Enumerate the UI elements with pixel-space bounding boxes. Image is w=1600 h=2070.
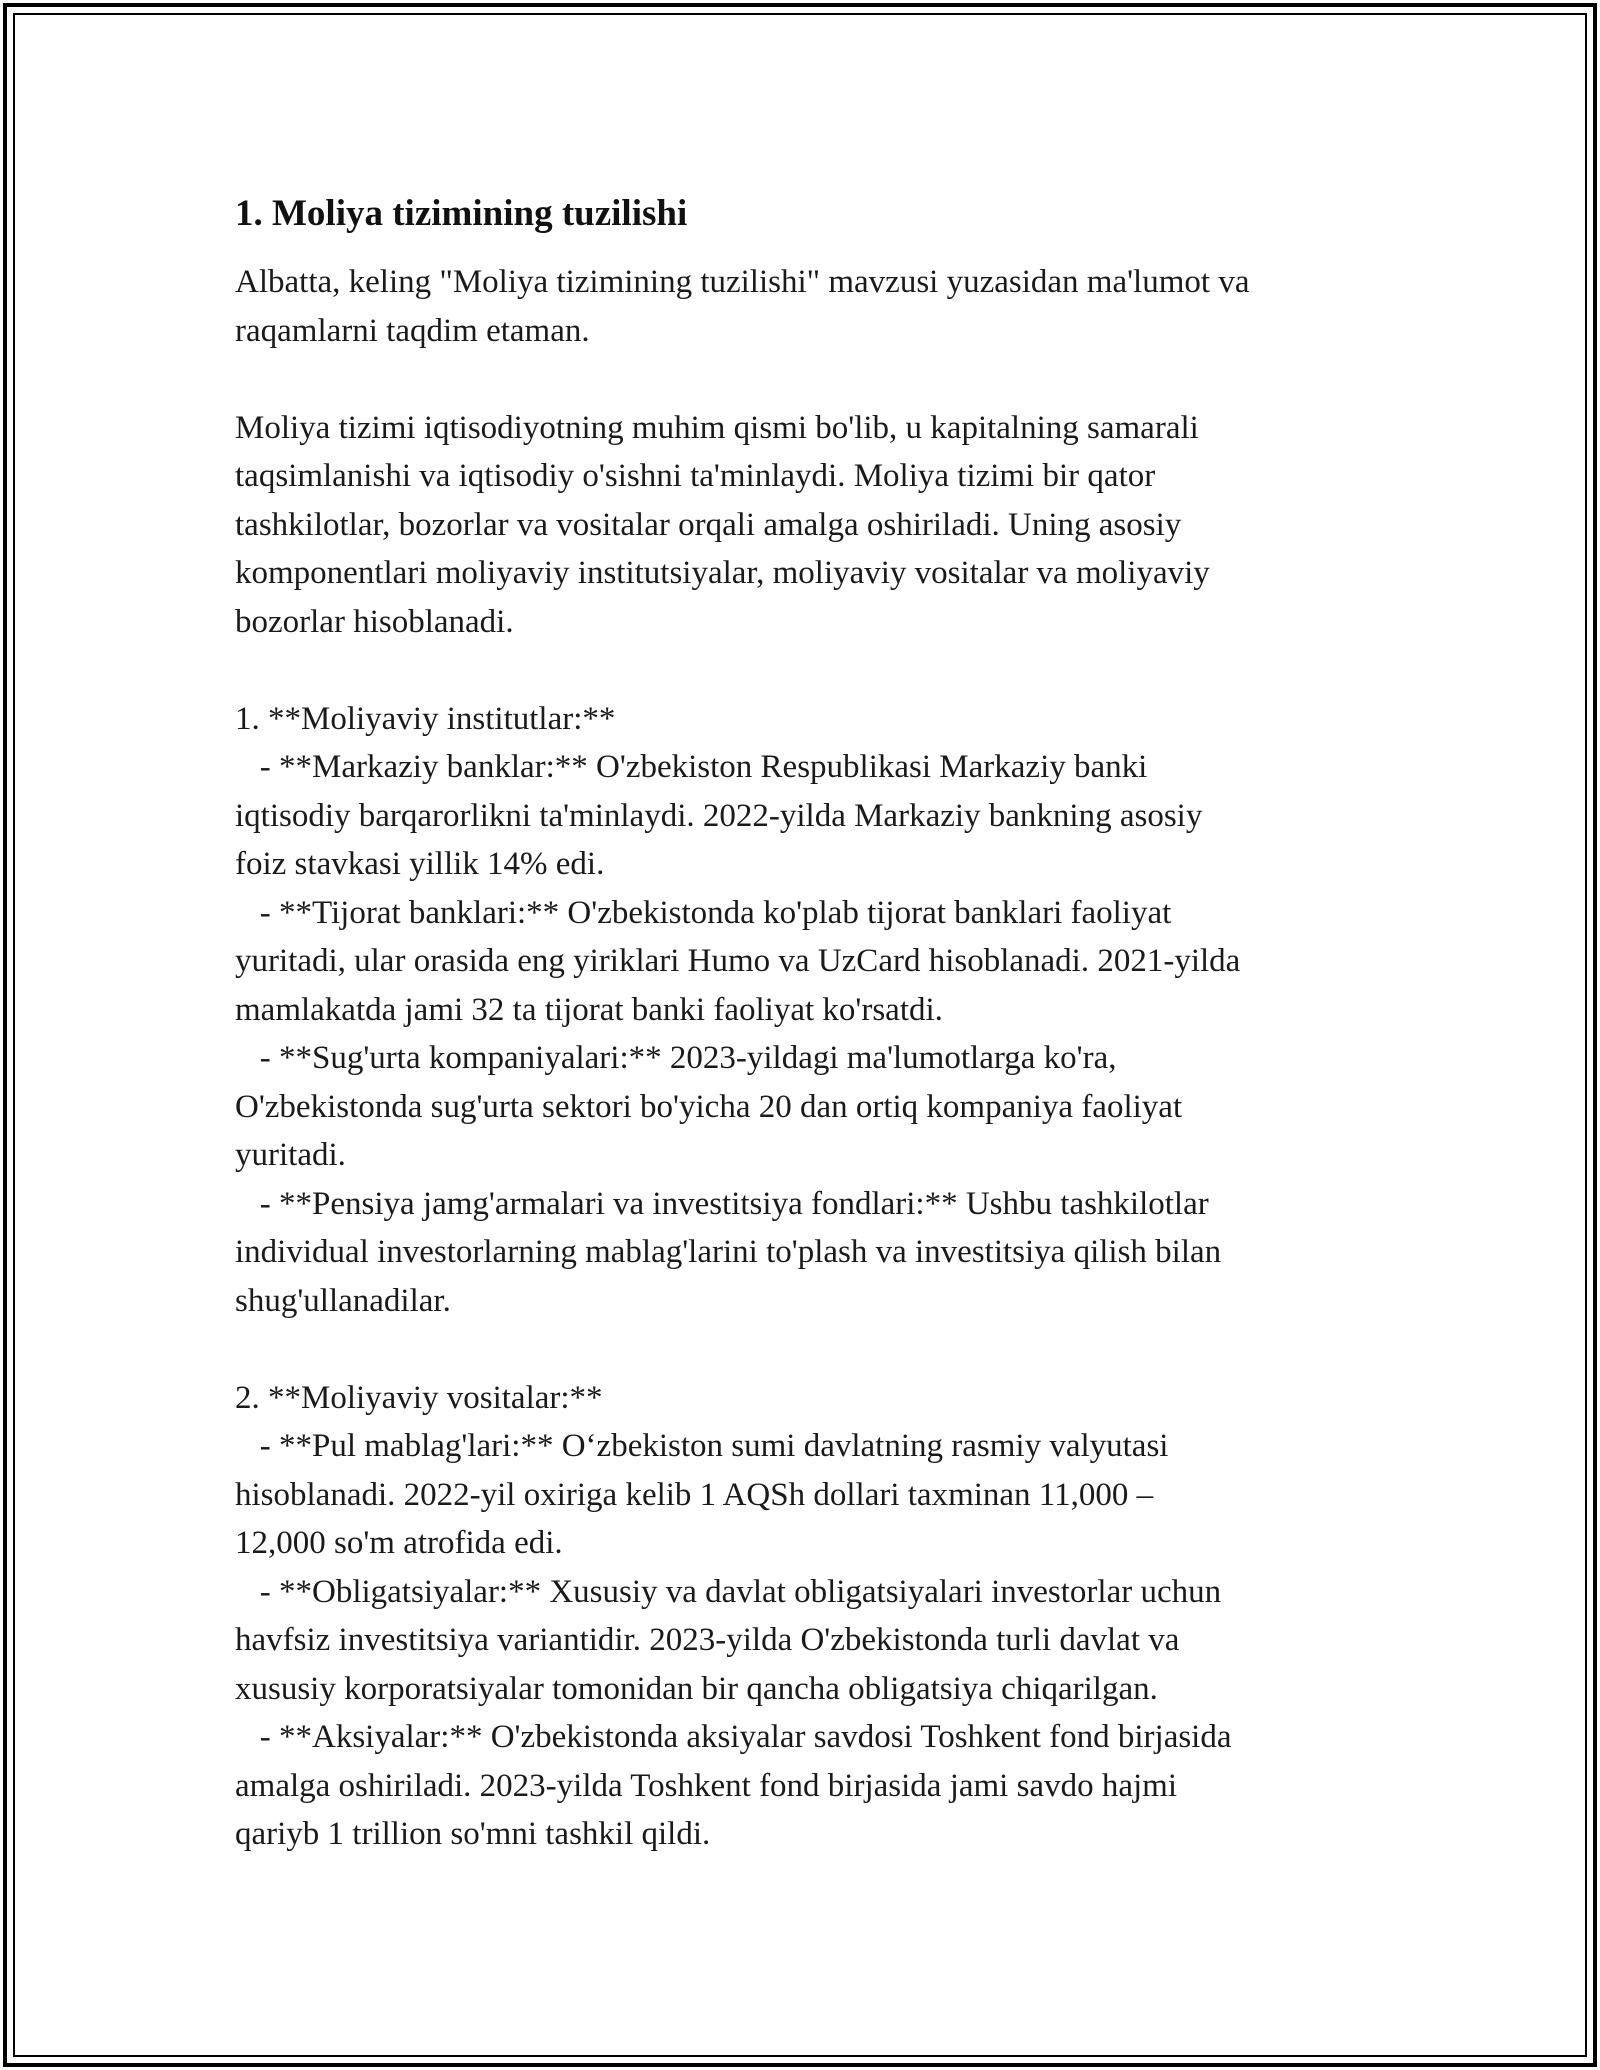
text-line: - **Tijorat banklari:** O'zbekistonda ko'plab tijorat banklari faoliyat: [235, 894, 1172, 931]
text-line: - **Obligatsiyalar:** Xususiy va davlat obligatsiyalari investorlar uchun: [235, 1573, 1222, 1610]
text-line: - **Aksiyalar:** O'zbekistonda aksiyalar savdosi Toshkent fond birjasida: [235, 1719, 1232, 1755]
blank-line: [235, 646, 1395, 695]
text-line: individual investorlarning mablag'larini to'plash va investitsiya qilish bilan: [235, 1234, 1222, 1270]
blank-line: [235, 355, 1395, 404]
text-line: yuritadi, ular orasida eng yiriklari Humo va UzCard hisoblanadi. 2021-yilda: [235, 943, 1241, 979]
text-line: 1. **Moliyaviy institutlar:**: [235, 700, 616, 737]
text-line: tashkilotlar, bozorlar va vositalar orqali amalga oshiriladi. Uning asosiy: [235, 506, 1182, 543]
text-line: - **Pul mablag'lari:** O‘zbekiston sumi davlatning rasmiy valyutasi: [235, 1428, 1169, 1464]
text-line: taqsimlanishi va iqtisodiy o'sishni ta'minlaydi. Moliya tizimi bir qator: [235, 458, 1156, 494]
text-line: shug'ullanadilar.: [235, 1282, 451, 1319]
blank-line: [235, 1325, 1395, 1374]
text-line: - **Pensiya jamg'armalari va investitsiya fondlari:** Ushbu tashkilotlar: [235, 1185, 1209, 1222]
document-body: [235, 188, 1395, 1859]
text-line: komponentlari moliyaviy institutsiyalar, moliyaviy vositalar va moliyaviy: [235, 555, 1210, 591]
text-line: qariyb 1 trillion so'mni tashkil qildi.: [235, 1816, 711, 1852]
text-line: - **Markaziy banklar:** O'zbekiston Respublikasi Markaziy banki: [235, 749, 1148, 785]
text-line: 12,000 so'm atrofida edi.: [235, 1525, 563, 1561]
text-line: Moliya tizimi iqtisodiyotning muhim qismi bo'lib, u kapitalning samarali: [235, 409, 1199, 446]
text-line: O'zbekistonda sug'urta sektori bo'yicha 20 dan ortiq kompaniya faoliyat: [235, 1088, 1183, 1125]
text-line: Albatta, keling "Moliya tizimining tuzilishi" mavzusi yuzasidan ma'lumot va: [235, 264, 1250, 300]
text-line: mamlakatda jami 32 ta tijorat banki faoliyat ko'rsatdi.: [235, 991, 943, 1028]
text-line: raqamlarni taqdim etaman.: [235, 312, 590, 349]
text-line: - **Sug'urta kompaniyalari:** 2023-yildagi ma'lumotlarga ko'ra,: [235, 1040, 1117, 1076]
text-line: hisoblanadi. 2022-yil oxiriga kelib 1 AQSh dollari taxminan 11,000 –: [235, 1476, 1154, 1513]
text-line: amalga oshiriladi. 2023-yilda Toshkent fond birjasida jami savdo hajmi: [235, 1767, 1177, 1804]
text-line: xususiy korporatsiyalar tomonidan bir qancha obligatsiya chiqarilgan.: [235, 1670, 1158, 1707]
section-heading: 1. Moliya tizimining tuzilishi: [235, 193, 688, 234]
text-line: iqtisodiy barqarorlikni ta'minlaydi. 2022-yilda Markaziy bankning asosiy: [235, 797, 1203, 834]
text-line: havfsiz investitsiya variantidir. 2023-yilda O'zbekistonda turli davlat va: [235, 1622, 1180, 1658]
text-line: 2. **Moliyaviy vositalar:**: [235, 1379, 603, 1416]
text-line: foiz stavkasi yillik 14% edi.: [235, 846, 605, 882]
document-text: [235, 258, 1395, 1859]
text-line: bozorlar hisoblanadi.: [235, 603, 514, 640]
text-line: yuritadi.: [235, 1137, 346, 1173]
